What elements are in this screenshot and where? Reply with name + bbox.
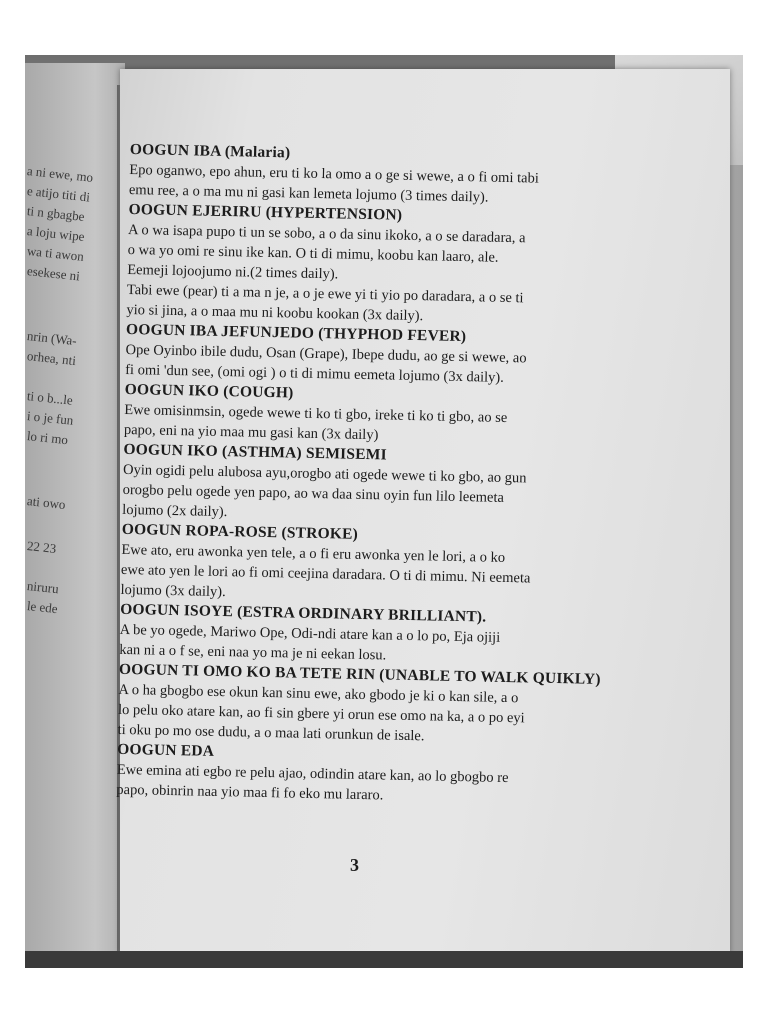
body-line: yio si jina, a o maa mu ni koobu kookan (3x daily).	[126, 301, 424, 325]
section-heading: OOGUN IBA (Malaria)	[129, 140, 291, 162]
left-page-fragment: niruru	[26, 578, 60, 597]
body-line: lojumo (3x daily).	[120, 581, 226, 601]
left-page-fragment: orhea, nti	[26, 348, 77, 369]
body-line: o wa yo omi re sinu ike kan. O ti di mimu, koobu kan laaro, ale.	[127, 241, 499, 266]
body-line: Eemeji lojoojumo ni.(2 times daily).	[127, 261, 339, 283]
section-heading: OOGUN IKO (COUGH)	[124, 380, 294, 402]
left-page-fragment: wa ti awon	[26, 243, 85, 264]
section-cough	[124, 380, 655, 451]
left-page-fragment: i o je fun	[26, 408, 75, 428]
body-line: papo, obinrin naa yio maa fi fo eko mu lararo.	[116, 781, 384, 804]
left-page-fragment: ati owo	[26, 493, 67, 513]
section-body	[117, 680, 648, 751]
left-page-fragment: lo ri mo	[26, 428, 69, 448]
section-heading: OOGUN ROPA-ROSE (STROKE)	[121, 520, 359, 543]
section-eda	[116, 740, 647, 811]
body-line: lojumo (2x daily).	[122, 501, 228, 521]
section-heading: OOGUN TI OMO KO BA TETE RIN (UNABLE TO WALK QUIKLY)	[118, 660, 601, 688]
left-page-fragment: le ede	[26, 598, 59, 617]
section-heading: OOGUN IBA JEFUNJEDO (THYPHOD FEVER)	[125, 320, 467, 346]
left-page-fragment: ti n gbagbe	[26, 203, 86, 224]
section-typhoid	[125, 320, 656, 391]
body-line: ti oku po mo ose dudu, a o maa lati orunkun de isale.	[117, 721, 425, 745]
section-stroke	[120, 520, 652, 611]
remedies-list	[116, 140, 660, 811]
body-line: Ewe ato, eru awonka yen tele, a o fi eru awonka yen le lori, a o ko	[121, 541, 506, 566]
body-line: Oyin ogidi pelu alubosa ayu,orogbo ati ogede wewe ti ko gbo, ao gun	[122, 461, 527, 487]
body-line: Ewe omisinmsin, ogede wewe ti ko ti gbo, ireke ti ko ti gbo, ao se	[124, 401, 508, 426]
section-heading: OOGUN IKO (ASTHMA) SEMISEMI	[123, 440, 387, 464]
section-malaria	[129, 140, 660, 211]
left-page-fragment: esekese ni	[26, 263, 81, 284]
left-page-fragment: a ni ewe, mo	[26, 163, 94, 185]
body-line: A o ha gbogbo ese okun kan sinu ewe, ako gbodo je ki o kan sile, a o	[118, 681, 519, 707]
body-line: ewe ato yen le lori ao fi omi ceejina daradara. O ti di mimu. Ni eemeta	[120, 561, 531, 587]
section-walking	[117, 660, 649, 751]
left-page	[25, 63, 125, 953]
section-hypertension	[126, 200, 658, 331]
body-line: A o wa isapa pupo ti un se sobo, a o da sinu ikoko, a o se daradara, a	[127, 221, 526, 247]
body-line: Tabi ewe (pear) ti a ma n je, a o je ewe yi ti yio po daradara, a o se ti	[126, 281, 524, 307]
left-page-fragment: nrin (Wa-	[26, 328, 78, 349]
left-page-fragment: e atijo titi di	[26, 183, 91, 205]
page-number: 3	[350, 855, 359, 875]
section-heading: OOGUN EJERIRU (HYPERTENSION)	[128, 200, 403, 224]
section-body	[122, 460, 653, 531]
body-line: emu ree, a o ma mu ni gasi kan lemeta lojumo (3 times daily).	[128, 181, 489, 206]
body-line: Epo oganwo, epo ahun, eru ti ko la omo a o ge si wewe, a o fi omi tabi	[129, 161, 539, 187]
left-page-fragment: 22 23	[26, 538, 57, 557]
body-line: kan ni a o f se, eni naa yo ma je ni eekan losu.	[119, 641, 387, 664]
body-line: orogbo pelu ogede yen papo, ao wa daa sinu oyin fun lilo leemeta	[122, 481, 505, 506]
body-line: Ope Oyinbo ibile dudu, Osan (Grape), Ibepe dudu, ao ge si wewe, ao	[125, 341, 527, 367]
body-line: lo pelu oko atare kan, ao fi sin gbere yi orun ese omo na ka, a o po eyi	[117, 701, 525, 727]
bottom-shadow	[25, 951, 743, 968]
body-line: fi omi 'dun see, (omi ogi ) o ti di mimu eemeta lojumo (3x daily).	[125, 361, 505, 386]
body-line: Ewe emina ati egbo re pelu ajao, odindin atare kan, ao lo gbogbo re	[116, 761, 509, 787]
section-body	[120, 540, 651, 611]
left-page-fragment: a loju wipe	[26, 223, 86, 244]
section-body	[126, 220, 658, 331]
body-line: papo, eni na yio maa mu gasi kan (3x daily)	[123, 421, 379, 444]
section-heading: OOGUN ISOYE (ESTRA ORDINARY BRILLIANT).	[119, 600, 487, 626]
left-page-fragment: ti o b...le	[26, 388, 74, 408]
body-line: A be yo ogede, Mariwo Ope, Odi-ndi atare kan a o lo po, Eja ojiji	[119, 621, 501, 646]
section-brilliance	[119, 600, 650, 671]
section-heading: OOGUN EDA	[117, 740, 215, 760]
section-asthma	[122, 440, 654, 531]
